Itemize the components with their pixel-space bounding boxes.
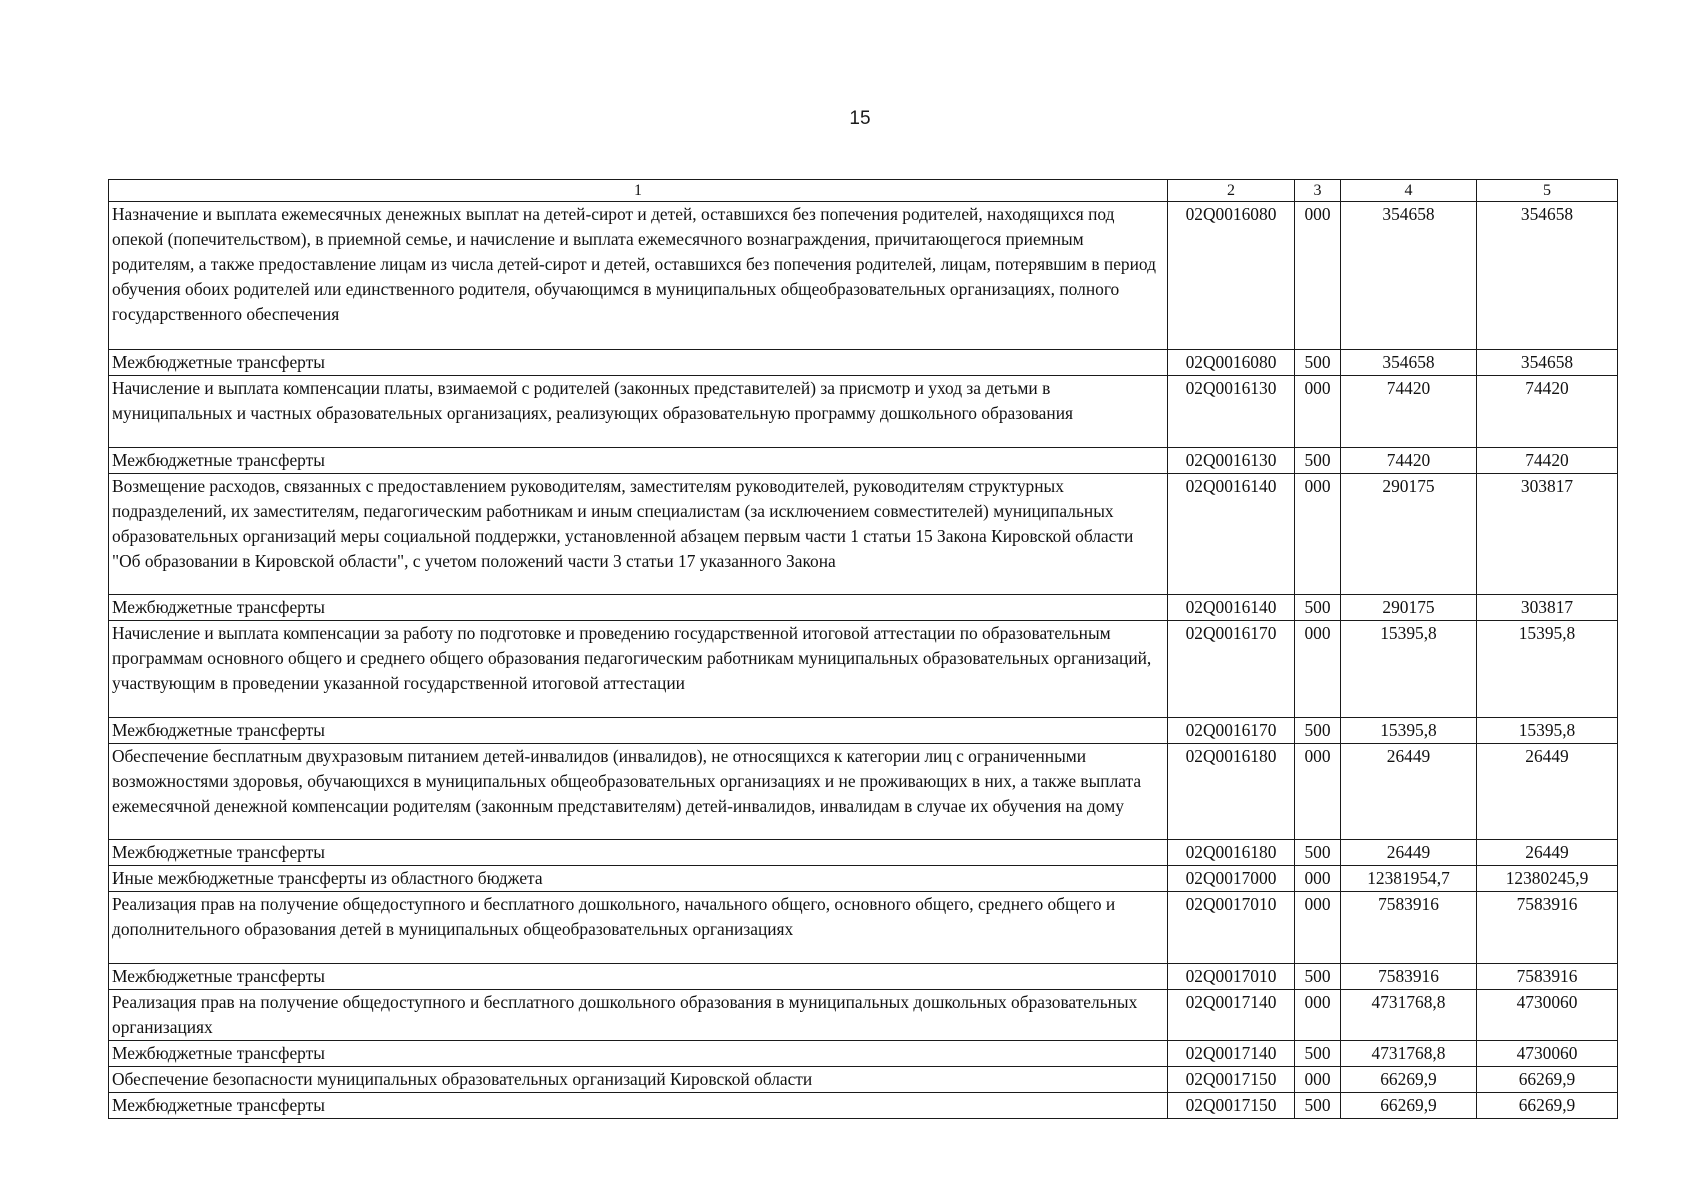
row-name: Реализация прав на получение общедоступного и бесплатного дошкольного образования в муниципальных дошкольных образовательных организациях — [109, 990, 1168, 1041]
budget-table — [108, 179, 1618, 1119]
row-value-col4: 7583916 — [1341, 892, 1477, 964]
row-code: 02Q0017010 — [1168, 964, 1295, 990]
table-row — [109, 892, 1618, 964]
row-value-col5: 4730060 — [1477, 1041, 1618, 1067]
row-code: 02Q0016170 — [1168, 621, 1295, 718]
row-code: 02Q0017150 — [1168, 1067, 1295, 1093]
row-value-col5: 12380245,9 — [1477, 866, 1618, 892]
table-row — [109, 1041, 1618, 1067]
row-value-col4: 15395,8 — [1341, 718, 1477, 744]
table-row — [109, 990, 1618, 1041]
row-name: Обеспечение безопасности муниципальных образовательных организаций Кировской области — [109, 1067, 1168, 1093]
table-row — [109, 1093, 1618, 1119]
row-name: Обеспечение бесплатным двухразовым питанием детей-инвалидов (инвалидов), не относящихся к категории лиц с ограниченными возможностями здоровья, обучающихся в муниципальных общеобразовательных организациях и не проживающих в них, а также выплата ежемесячной денежной компенсации родителям (законным представителям) детей-инвалидов, инвалидам в случае их обучения на дому — [109, 744, 1168, 840]
row-value-col4: 66269,9 — [1341, 1093, 1477, 1119]
table-row — [109, 621, 1618, 718]
row-value-col5: 303817 — [1477, 474, 1618, 595]
row-type: 500 — [1295, 1041, 1341, 1067]
table-header — [109, 180, 1618, 202]
row-value-col5: 26449 — [1477, 840, 1618, 866]
row-name: Реализация прав на получение общедоступного и бесплатного дошкольного, начального общего, основного общего, среднего общего и дополнительного образования детей в муниципальных общеобразовательных организациях — [109, 892, 1168, 964]
row-code: 02Q0016180 — [1168, 840, 1295, 866]
page-number: 15 — [849, 108, 871, 129]
row-value-col4: 4731768,8 — [1341, 990, 1477, 1041]
row-code: 02Q0016080 — [1168, 350, 1295, 376]
row-value-col5: 26449 — [1477, 744, 1618, 840]
row-value-col4: 7583916 — [1341, 964, 1477, 990]
row-name: Межбюджетные трансферты — [109, 350, 1168, 376]
row-type: 500 — [1295, 840, 1341, 866]
row-value-col5: 303817 — [1477, 595, 1618, 621]
row-type: 500 — [1295, 1093, 1341, 1119]
row-value-col5: 4730060 — [1477, 990, 1618, 1041]
row-value-col4: 26449 — [1341, 744, 1477, 840]
row-code: 02Q0017140 — [1168, 990, 1295, 1041]
row-name: Межбюджетные трансферты — [109, 964, 1168, 990]
row-value-col4: 15395,8 — [1341, 621, 1477, 718]
header-col-2: 2 — [1168, 180, 1295, 202]
row-name: Межбюджетные трансферты — [109, 595, 1168, 621]
row-value-col5: 7583916 — [1477, 892, 1618, 964]
table-body — [109, 202, 1618, 1119]
row-value-col5: 66269,9 — [1477, 1093, 1618, 1119]
table-row — [109, 866, 1618, 892]
row-name: Межбюджетные трансферты — [109, 718, 1168, 744]
row-value-col4: 74420 — [1341, 376, 1477, 448]
row-name: Межбюджетные трансферты — [109, 1041, 1168, 1067]
table-row — [109, 202, 1618, 350]
row-code: 02Q0016140 — [1168, 474, 1295, 595]
row-type: 000 — [1295, 202, 1341, 350]
row-name: Межбюджетные трансферты — [109, 840, 1168, 866]
row-value-col4: 4731768,8 — [1341, 1041, 1477, 1067]
row-value-col4: 354658 — [1341, 202, 1477, 350]
row-type: 500 — [1295, 350, 1341, 376]
row-value-col5: 66269,9 — [1477, 1067, 1618, 1093]
table-row — [109, 1067, 1618, 1093]
row-value-col4: 290175 — [1341, 595, 1477, 621]
row-code: 02Q0017150 — [1168, 1093, 1295, 1119]
row-code: 02Q0017140 — [1168, 1041, 1295, 1067]
row-code: 02Q0017000 — [1168, 866, 1295, 892]
row-value-col5: 7583916 — [1477, 964, 1618, 990]
row-value-col5: 15395,8 — [1477, 718, 1618, 744]
row-name: Возмещение расходов, связанных с предоставлением руководителям, заместителям руководителей, руководителям структурных подразделений, их заместителям, педагогическим работникам и иным специалистам (за исключением совместителей) муниципальных образовательных организаций меры социальной поддержки, установленной абзацем первым части 1 статьи 15 Закона Кировской области "Об образовании в Кировской области", с учетом положений части 3 статьи 17 указанного Закона — [109, 474, 1168, 595]
header-col-1: 1 — [109, 180, 1168, 202]
row-code: 02Q0016130 — [1168, 376, 1295, 448]
row-value-col5: 74420 — [1477, 448, 1618, 474]
table-row — [109, 376, 1618, 448]
table-row — [109, 840, 1618, 866]
row-value-col4: 74420 — [1341, 448, 1477, 474]
row-code: 02Q0016130 — [1168, 448, 1295, 474]
row-name: Межбюджетные трансферты — [109, 1093, 1168, 1119]
header-col-3: 3 — [1295, 180, 1341, 202]
row-name: Начисление и выплата компенсации платы, взимаемой с родителей (законных представителей) за присмотр и уход за детьми в муниципальных и частных образовательных организациях, реализующих образовательную программу дошкольного образования — [109, 376, 1168, 448]
row-value-col4: 12381954,7 — [1341, 866, 1477, 892]
header-col-4: 4 — [1341, 180, 1477, 202]
header-row — [109, 180, 1618, 202]
row-type: 000 — [1295, 474, 1341, 595]
row-value-col4: 26449 — [1341, 840, 1477, 866]
row-value-col5: 354658 — [1477, 350, 1618, 376]
row-type: 000 — [1295, 1067, 1341, 1093]
table-row — [109, 350, 1618, 376]
row-code: 02Q0017010 — [1168, 892, 1295, 964]
row-type: 500 — [1295, 718, 1341, 744]
row-code: 02Q0016080 — [1168, 202, 1295, 350]
row-value-col4: 66269,9 — [1341, 1067, 1477, 1093]
row-type: 000 — [1295, 866, 1341, 892]
row-type: 000 — [1295, 744, 1341, 840]
table-row — [109, 595, 1618, 621]
row-name: Межбюджетные трансферты — [109, 448, 1168, 474]
table-row — [109, 718, 1618, 744]
row-code: 02Q0016180 — [1168, 744, 1295, 840]
row-value-col5: 354658 — [1477, 202, 1618, 350]
header-col-5: 5 — [1477, 180, 1618, 202]
row-type: 000 — [1295, 892, 1341, 964]
row-type: 500 — [1295, 964, 1341, 990]
row-value-col5: 74420 — [1477, 376, 1618, 448]
row-type: 000 — [1295, 376, 1341, 448]
table-row — [109, 744, 1618, 840]
table-row — [109, 964, 1618, 990]
row-code: 02Q0016140 — [1168, 595, 1295, 621]
row-code: 02Q0016170 — [1168, 718, 1295, 744]
table-row — [109, 448, 1618, 474]
row-value-col4: 354658 — [1341, 350, 1477, 376]
row-type: 000 — [1295, 621, 1341, 718]
row-type: 500 — [1295, 595, 1341, 621]
table-row — [109, 474, 1618, 595]
row-value-col4: 290175 — [1341, 474, 1477, 595]
row-name: Начисление и выплата компенсации за работу по подготовке и проведению государственной итоговой аттестации по образовательным программам основного общего и среднего общего образования педагогическим работникам муниципальных образовательных организаций, участвующим в проведении указанной государственной итоговой аттестации — [109, 621, 1168, 718]
row-value-col5: 15395,8 — [1477, 621, 1618, 718]
row-type: 000 — [1295, 990, 1341, 1041]
row-type: 500 — [1295, 448, 1341, 474]
row-name: Иные межбюджетные трансферты из областного бюджета — [109, 866, 1168, 892]
row-name: Назначение и выплата ежемесячных денежных выплат на детей-сирот и детей, оставшихся без попечения родителей, находящихся под опекой (попечительством), в приемной семье, и начисление и выплата ежемесячного вознаграждения, причитающегося приемным родителям, а также предоставление лицам из числа детей-сирот и детей, оставшихся без попечения родителей, лицам, потерявшим в период обучения обоих родителей или единственного родителя, обучающимся в муниципальных общеобразовательных организациях, полного государственного обеспечения — [109, 202, 1168, 350]
